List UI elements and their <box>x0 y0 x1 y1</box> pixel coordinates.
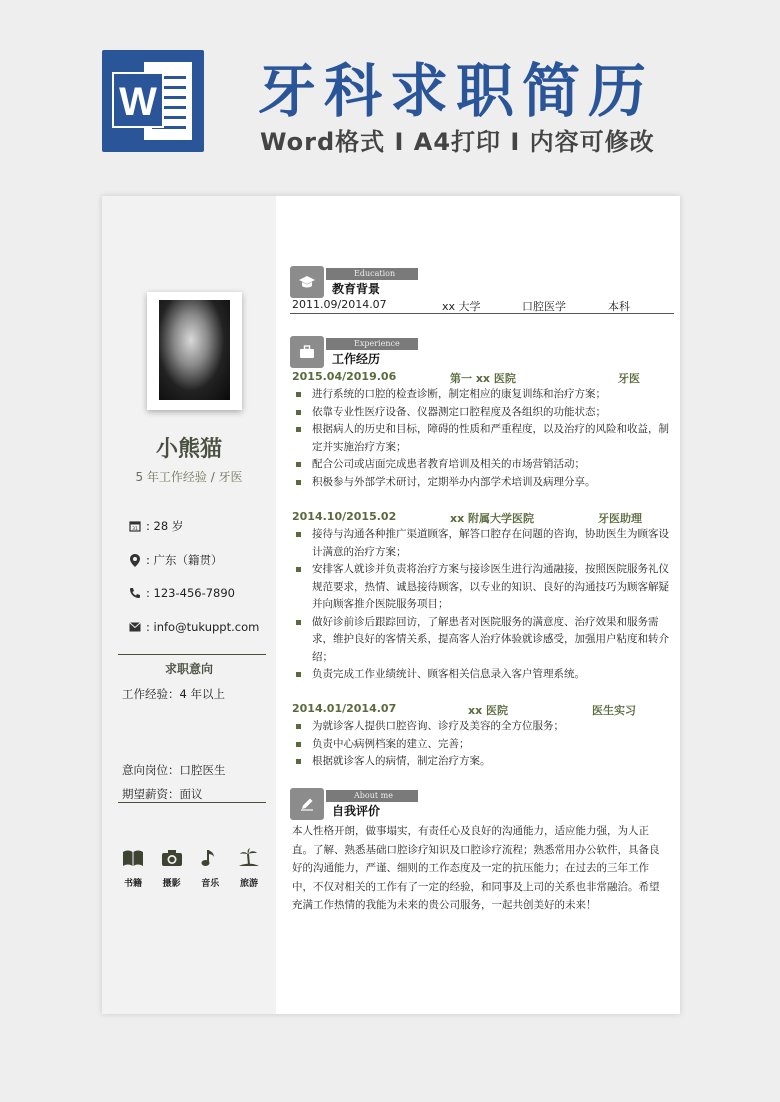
about-zh: 自我评价 <box>332 804 381 818</box>
hobby-music <box>193 848 227 889</box>
book-icon <box>116 848 150 872</box>
email-text: : info@tukuppt.com <box>146 620 260 634</box>
job-2-period: 2014.10/2015.02 <box>292 510 397 523</box>
intent-salary: 期望薪资：面议 <box>122 787 203 801</box>
list-item: 根据就诊客人的病情，制定治疗方案。 <box>292 753 672 771</box>
intent-position: 意向岗位：口腔医生 <box>122 763 226 777</box>
experience-header <box>290 336 420 370</box>
graduation-cap-icon <box>290 266 324 298</box>
word-logo-icon <box>102 50 204 152</box>
pencil-icon <box>290 788 324 820</box>
job-3-company: xx 医院 <box>468 704 509 717</box>
music-icon <box>193 848 227 872</box>
profile-photo <box>159 300 230 400</box>
education-zh: 教育背景 <box>332 282 381 296</box>
hobby-photography <box>155 848 189 889</box>
hobbies <box>116 848 266 889</box>
calendar-number: 31 <box>132 527 138 532</box>
intent-title: 求职意向 <box>164 662 213 676</box>
phone-icon <box>128 586 142 600</box>
banner-subtitle: Word格式 I A4打印 I 内容可修改 <box>260 128 655 156</box>
about-header <box>290 788 420 822</box>
job-1-period: 2015.04/2019.06 <box>292 370 397 383</box>
experience-zh: 工作经历 <box>332 352 381 366</box>
edu-major: 口腔医学 <box>522 300 566 313</box>
experience-en: Experience <box>326 338 418 350</box>
job-3-head <box>292 702 672 718</box>
list-item: 做好诊前诊后跟踪回访，了解患者对医院服务的满意度、治疗效果和服务需求，维护良好的客情关系，提高客人治疗体验就诊感受，加强用户粘度和转介绍； <box>292 614 672 667</box>
job-2 <box>292 510 672 684</box>
email-icon <box>128 620 142 634</box>
location-text: : 广东（籍贯） <box>146 553 223 567</box>
hobby-photography-label: 摄影 <box>162 879 181 889</box>
sidebar <box>102 196 276 1014</box>
word-letter: W <box>112 72 164 128</box>
age-row <box>128 518 183 534</box>
photo-frame <box>147 292 242 410</box>
list-item: 负责中心病例档案的建立、完善； <box>292 736 672 754</box>
list-item: 配合公司或店面完成患者教育培训及相关的市场营销活动； <box>292 456 672 474</box>
profile-name: 小熊猫 <box>155 437 222 462</box>
education-rule <box>290 313 674 314</box>
job-3-period: 2014.01/2014.07 <box>292 702 397 715</box>
profile-experience: 5 年工作经验 / 牙医 <box>135 470 243 484</box>
about-en: About me <box>326 790 418 802</box>
edu-school: xx 大学 <box>442 300 481 313</box>
job-1-head <box>292 370 672 386</box>
banner <box>0 0 780 190</box>
briefcase-icon <box>290 336 324 368</box>
main-content <box>276 196 680 1014</box>
edu-period: 2011.09/2014.07 <box>292 298 387 311</box>
job-2-role: 牙医助理 <box>598 512 642 525</box>
hobby-travel-label: 旅游 <box>239 879 258 889</box>
phone-row <box>128 586 235 600</box>
intent-work-exp: 工作经验：4 年以上 <box>122 687 225 701</box>
job-1-company: 第一 xx 医院 <box>450 372 516 385</box>
email-row <box>128 620 259 634</box>
hobby-music-label: 音乐 <box>201 879 220 889</box>
banner-title: 牙科求职简历 <box>258 57 655 125</box>
location-row <box>128 552 223 568</box>
phone-text: : 123-456-7890 <box>146 586 235 600</box>
list-item: 依靠专业性医疗设备、仪器测定口腔程度及各组织的功能状态； <box>292 404 672 422</box>
education-en: Education <box>326 268 418 280</box>
list-item: 安排客人就诊并负责将治疗方案与接诊医生进行沟通融接，按照医院服务礼仪规范要求，热情、诚恳接待顾客，以专业的知识、良好的沟通技巧为顾客解疑并向顾客推介医院服务项目； <box>292 561 672 614</box>
job-3-role: 医生实习 <box>592 704 636 717</box>
list-item: 负责完成工作业绩统计、顾客相关信息录入客户管理系统。 <box>292 666 672 684</box>
travel-icon <box>232 848 266 872</box>
list-item: 根据病人的历史和目标，障碍的性质和严重程度，以及治疗的风险和收益，制定并实施治疗方案； <box>292 421 672 456</box>
list-item: 接待与沟通各种推广渠道顾客，解答口腔存在问题的咨询，协助医生为顾客设计满意的治疗方案； <box>292 526 672 561</box>
location-pin-icon <box>128 553 142 567</box>
calendar-icon <box>128 519 142 533</box>
education-header <box>290 266 420 300</box>
hobby-books-label: 书籍 <box>123 879 142 889</box>
list-item: 积极参与外部学术研讨，定期举办内部学术培训及病理分享。 <box>292 474 672 492</box>
job-1-role: 牙医 <box>618 372 640 385</box>
list-item: 为就诊客人提供口腔咨询、诊疗及美容的全方位服务； <box>292 718 672 736</box>
age-text: : 28 岁 <box>146 519 184 533</box>
job-2-company: xx 附属大学医院 <box>450 512 535 525</box>
resume-page <box>102 196 680 1014</box>
hobby-travel <box>232 848 266 889</box>
job-3 <box>292 702 672 771</box>
list-item: 进行系统的口腔的检查诊断，制定相应的康复训练和治疗方案； <box>292 386 672 404</box>
intent-divider-top <box>118 654 266 655</box>
job-1 <box>292 370 672 491</box>
job-2-head <box>292 510 672 526</box>
edu-degree: 本科 <box>608 300 630 313</box>
hobby-books <box>116 848 150 889</box>
camera-icon <box>155 848 189 872</box>
intent-divider-bottom <box>118 802 266 803</box>
about-text: 本人性格开朗，做事塌实，有责任心及良好的沟通能力，适应能力强，为人正直。了解、熟悉基础口腔诊疗知识及口腔诊疗流程；熟悉常用办公软件，具备良好的沟通能力，严谨、细则的工作态度及一定的抗压能力；在过去的三年工作中，不仅对相关的工作有了一定的经验，和同事及上司的关系也非常融洽。希望充满工作热情的我能为未来的贵公司服务，一起共创美好的未来！ <box>292 825 660 911</box>
